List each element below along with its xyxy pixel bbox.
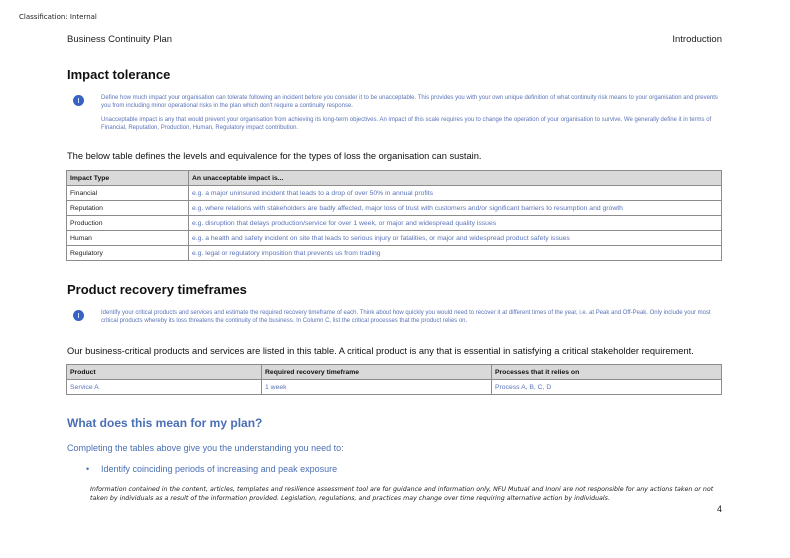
impact-guidance-1: Define how much impact your organisation can tolerate following an incident before you consider it to be unacceptable. This provides you with your own unique definition of what continuity risk means to your organisation and prevents you from including minor operational risks in the plan which don't require a continuity response. [101,95,718,110]
table-row [67,231,722,246]
table-row [67,380,722,395]
impact-guidance-2: Unacceptable impact is any that would prevent your organisation from achieving its long-term objectives. An impact of this scale requires you to change the operation of your organisation to survive. We generally define it in terms of Financial, Reputation, Production, Human, Regulatory impact contribution. [101,117,712,132]
section-name: Introduction [672,34,722,45]
impact-type-cell: Human [67,231,189,246]
product-table [66,364,722,395]
info-icon [73,95,84,106]
classification-label: Classification: Internal [19,13,97,21]
impact-type-cell: Production [67,216,189,231]
impact-description-cell[interactable]: e.g. disruption that delays production/service for over 1 week, or major and widespread quality issues [189,216,722,231]
table-row [67,186,722,201]
table-row [67,201,722,216]
impact-description-cell[interactable]: e.g. where relations with stakeholders are badly affected, major loss of trust with customers and/or significant barriers to resumption and growth [189,201,722,216]
impact-table [66,170,722,261]
meaning-bullet: Identify coinciding periods of increasing and peak exposure [101,464,338,474]
impact-description-cell[interactable]: e.g. a major uninsured incident that leads to a drop of over 50% in annual profits [189,186,722,201]
document-title: Business Continuity Plan [67,34,173,45]
impact-type-cell: Reputation [67,201,189,216]
column-header: Impact Type [67,171,189,186]
product-guidance: Identify your critical products and services and estimate the required recovery timeframe of each. Think about how quickly you would need to recover it at different times of the year, i.e. at Peak and Off-Peak. Only include your most critical products whereby its loss threatens the continuity of the business. In Column C, list the critical processes that the product relies on. [101,310,711,325]
page-number: 4 [716,504,722,514]
meaning-heading: What does this mean for my plan? [67,416,263,430]
processes-cell[interactable]: Process A, B, C, D [492,380,722,395]
disclaimer: Information contained in the content, articles, templates and resilience assessment tool are for guidance and information only, NFU Mutual and Inoni are not responsible for any actions taken or not taken by individuals as a result of the information provided. Legislation, regulations, and practices may change over time requiring alternative action by individuals. [90,486,714,502]
column-header: Required recovery timeframe [262,365,492,380]
timeframe-cell[interactable]: 1 week [262,380,492,395]
impact-intro: The below table defines the levels and equivalence for the types of loss the organisation can sustain. [67,151,482,161]
table-row [67,246,722,261]
product-intro: Our business-critical products and services are listed in this table. A critical product is any that is essential in satisfying a critical stakeholder requirement. [67,346,694,356]
impact-tolerance-heading: Impact tolerance [67,67,171,82]
info-icon [73,310,84,321]
meaning-intro: Completing the tables above give you the understanding you need to: [67,443,344,453]
column-header: Processes that it relies on [492,365,722,380]
table-row [67,216,722,231]
impact-type-cell: Regulatory [67,246,189,261]
bullet-icon: • [86,464,90,474]
column-header: An unacceptable impact is... [189,171,722,186]
impact-type-cell: Financial [67,186,189,201]
product-cell[interactable]: Service A [67,380,262,395]
impact-description-cell[interactable]: e.g. a health and safety incident on site that leads to serious injury or fatalities, or major and widespread product safety issues [189,231,722,246]
impact-description-cell[interactable]: e.g. legal or regulatory imposition that prevents us from trading [189,246,722,261]
column-header: Product [67,365,262,380]
product-recovery-heading: Product recovery timeframes [67,282,247,297]
